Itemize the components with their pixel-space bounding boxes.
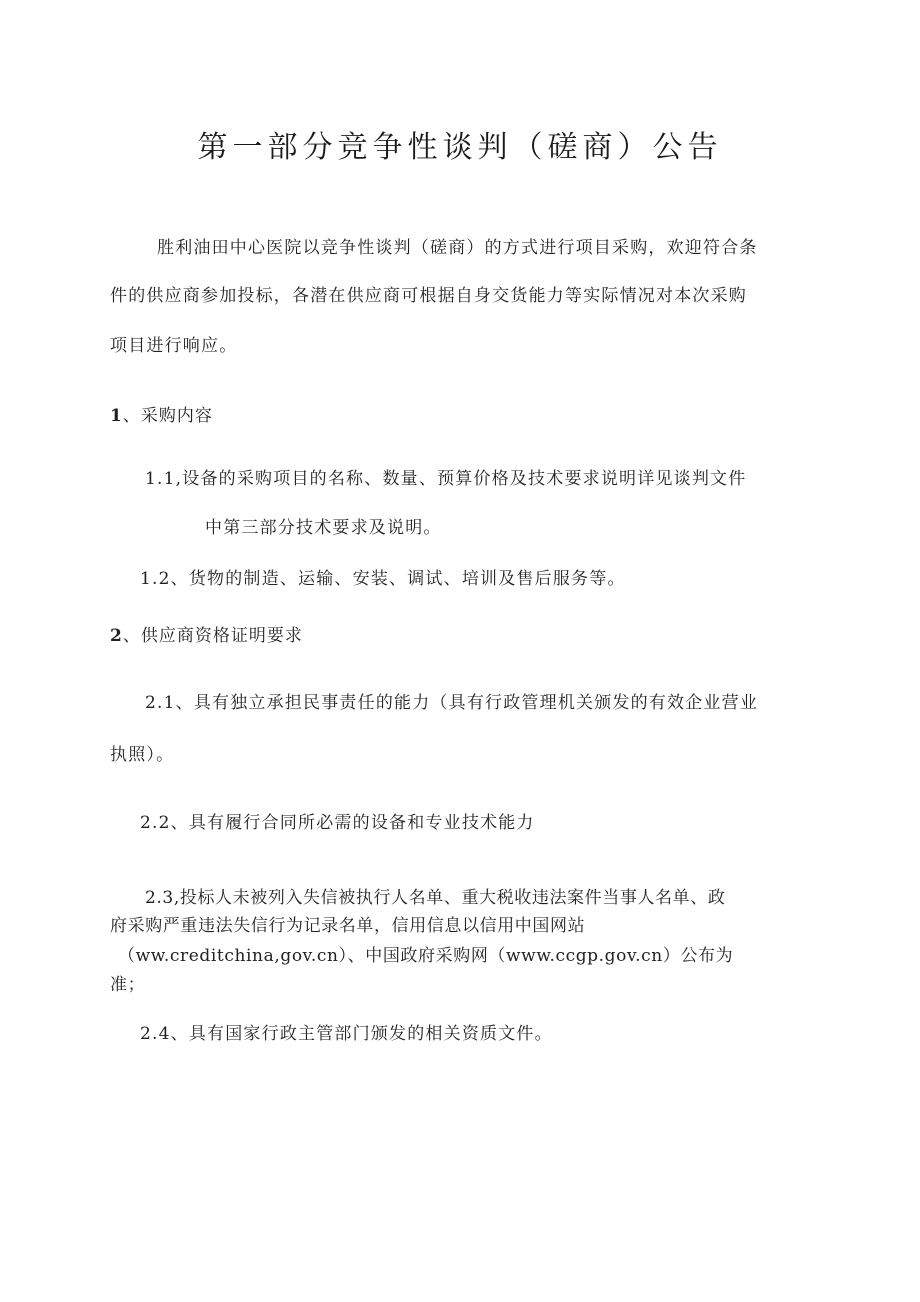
- intro-line-1: 胜利油田中心医院以竞争性谈判（磋商）的方式进行项目采购，欢迎符合条: [157, 238, 758, 258]
- section-1-title: 、采购内容: [122, 406, 213, 426]
- item-2-3-line-1: 2.3,投标人未被列入失信被执行人名单、重大税收违法案件当事人名单、政: [145, 888, 726, 908]
- item-1-1-line-2: 中第三部分技术要求及说明。: [205, 518, 442, 538]
- item-2-1-line-1: 2.1、具有独立承担民事责任的能力（具有行政管理机关颁发的有效企业营业: [145, 693, 759, 713]
- section-2-heading: [110, 624, 303, 648]
- section-2-title: 、供应商资格证明要求: [122, 626, 303, 646]
- item-2-2: 2.2、具有履行合同所必需的设备和专业技术能力: [140, 813, 535, 833]
- section-1-heading: [110, 404, 213, 428]
- section-2-number: 2: [110, 626, 123, 646]
- item-1-2: 1.2、货物的制造、运输、安装、调试、培训及售后服务等。: [140, 569, 626, 589]
- item-2-4: 2.4、具有国家行政主管部门颁发的相关资质文件。: [140, 1024, 553, 1044]
- intro-line-3: 项目进行响应。: [110, 336, 238, 356]
- item-2-3-line-2: 府采购严重违法失信行为记录名单，信用信息以信用中国网站: [110, 916, 586, 936]
- item-1-1-line-1: 1.1,设备的采购项目的名称、数量、预算价格及技术要求说明详见谈判文件: [145, 469, 747, 489]
- item-2-1-line-2: 执照）。: [110, 745, 175, 765]
- page-title: 第一部分竞争性谈判（磋商）公告: [197, 130, 723, 165]
- section-1-number: 1: [110, 406, 123, 426]
- item-2-3-line-3: （ww.creditchina,gov.cn）、中国政府采购网（www.ccgp.gov.cn）公布为: [118, 946, 734, 966]
- intro-line-2: 件的供应商参加投标，各潜在供应商可根据自身交货能力等实际情况对本次采购: [110, 286, 747, 306]
- item-2-3-line-4: 准；: [110, 975, 146, 995]
